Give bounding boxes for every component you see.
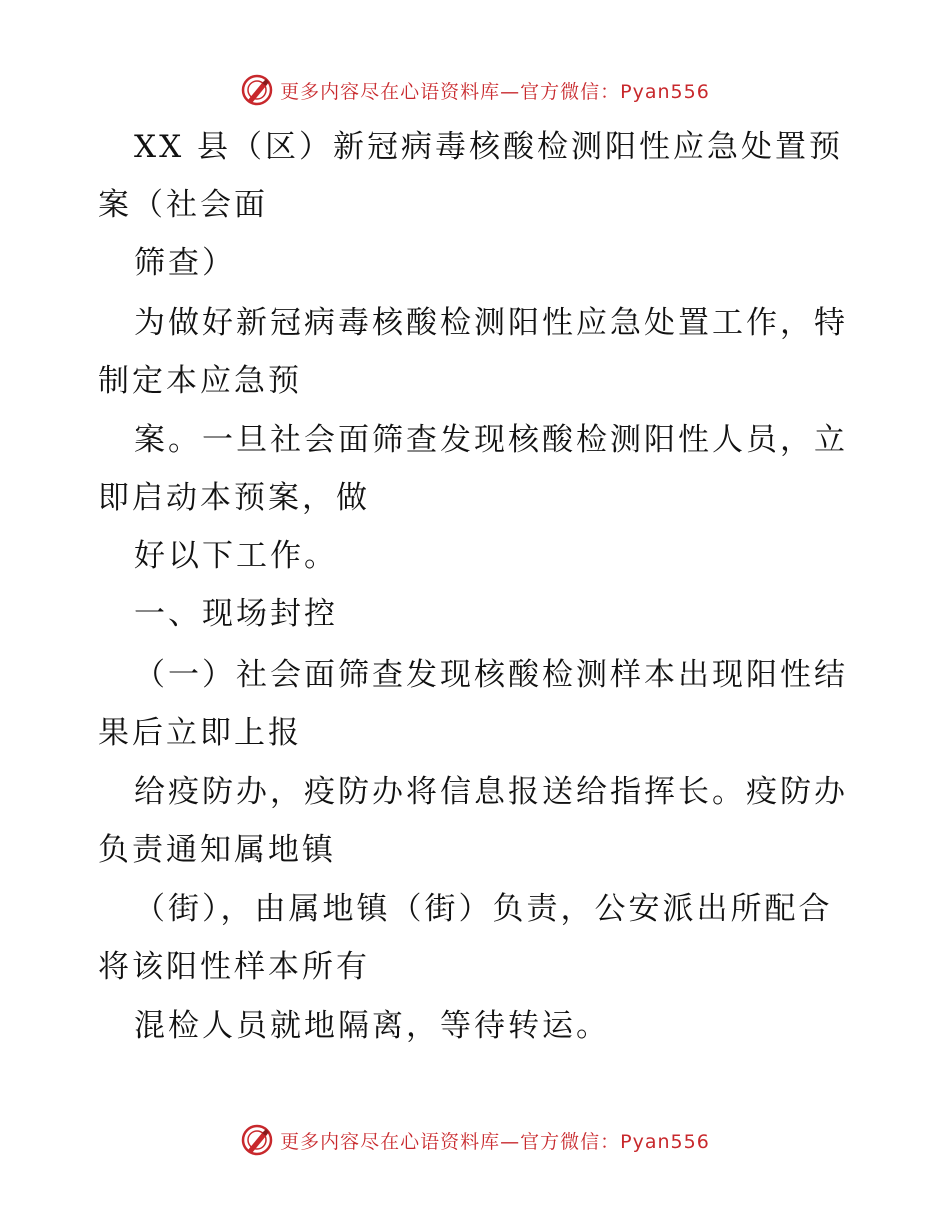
paragraph-line: 案。一旦社会面筛查发现核酸检测阳性人员，立 bbox=[134, 422, 848, 458]
paragraph-line: 制定本应急预 bbox=[98, 363, 302, 399]
paragraph-line: 将该阳性样本所有 bbox=[98, 949, 370, 985]
paragraph-line: 即启动本预案，做 bbox=[98, 480, 370, 516]
paragraph-line: 负责通知属地镇 bbox=[98, 832, 336, 868]
title-line-2: 案（社会面 bbox=[98, 187, 268, 223]
watermark-text: 更多内容尽在心语资料库—官方微信：Pyan556 bbox=[280, 1130, 710, 1153]
paragraph-line: 好以下工作。 bbox=[134, 538, 338, 574]
title-line-3: 筛查） bbox=[134, 245, 236, 281]
watermark-text: 更多内容尽在心语资料库—官方微信：Pyan556 bbox=[280, 80, 710, 103]
pen-logo-icon bbox=[240, 1123, 274, 1157]
paragraph-line: 给疫防办，疫防办将信息报送给指挥长。疫防办 bbox=[134, 774, 848, 810]
paragraph-line: （街），由属地镇（街）负责，公安派出所配合 bbox=[134, 891, 833, 927]
paragraph-line: 果后立即上报 bbox=[98, 715, 302, 751]
paragraph-line: （一）社会面筛查发现核酸检测样本出现阳性结 bbox=[134, 657, 848, 693]
section-heading: 一、现场封控 bbox=[134, 596, 338, 632]
watermark-footer bbox=[0, 1120, 950, 1160]
paragraph-line: 混检人员就地隔离，等待转运。 bbox=[134, 1008, 610, 1044]
paragraph-line: 为做好新冠病毒核酸检测阳性应急处置工作，特 bbox=[134, 305, 848, 341]
title-line-1: XX 县（区）新冠病毒核酸检测阳性应急处置预 bbox=[134, 129, 843, 165]
